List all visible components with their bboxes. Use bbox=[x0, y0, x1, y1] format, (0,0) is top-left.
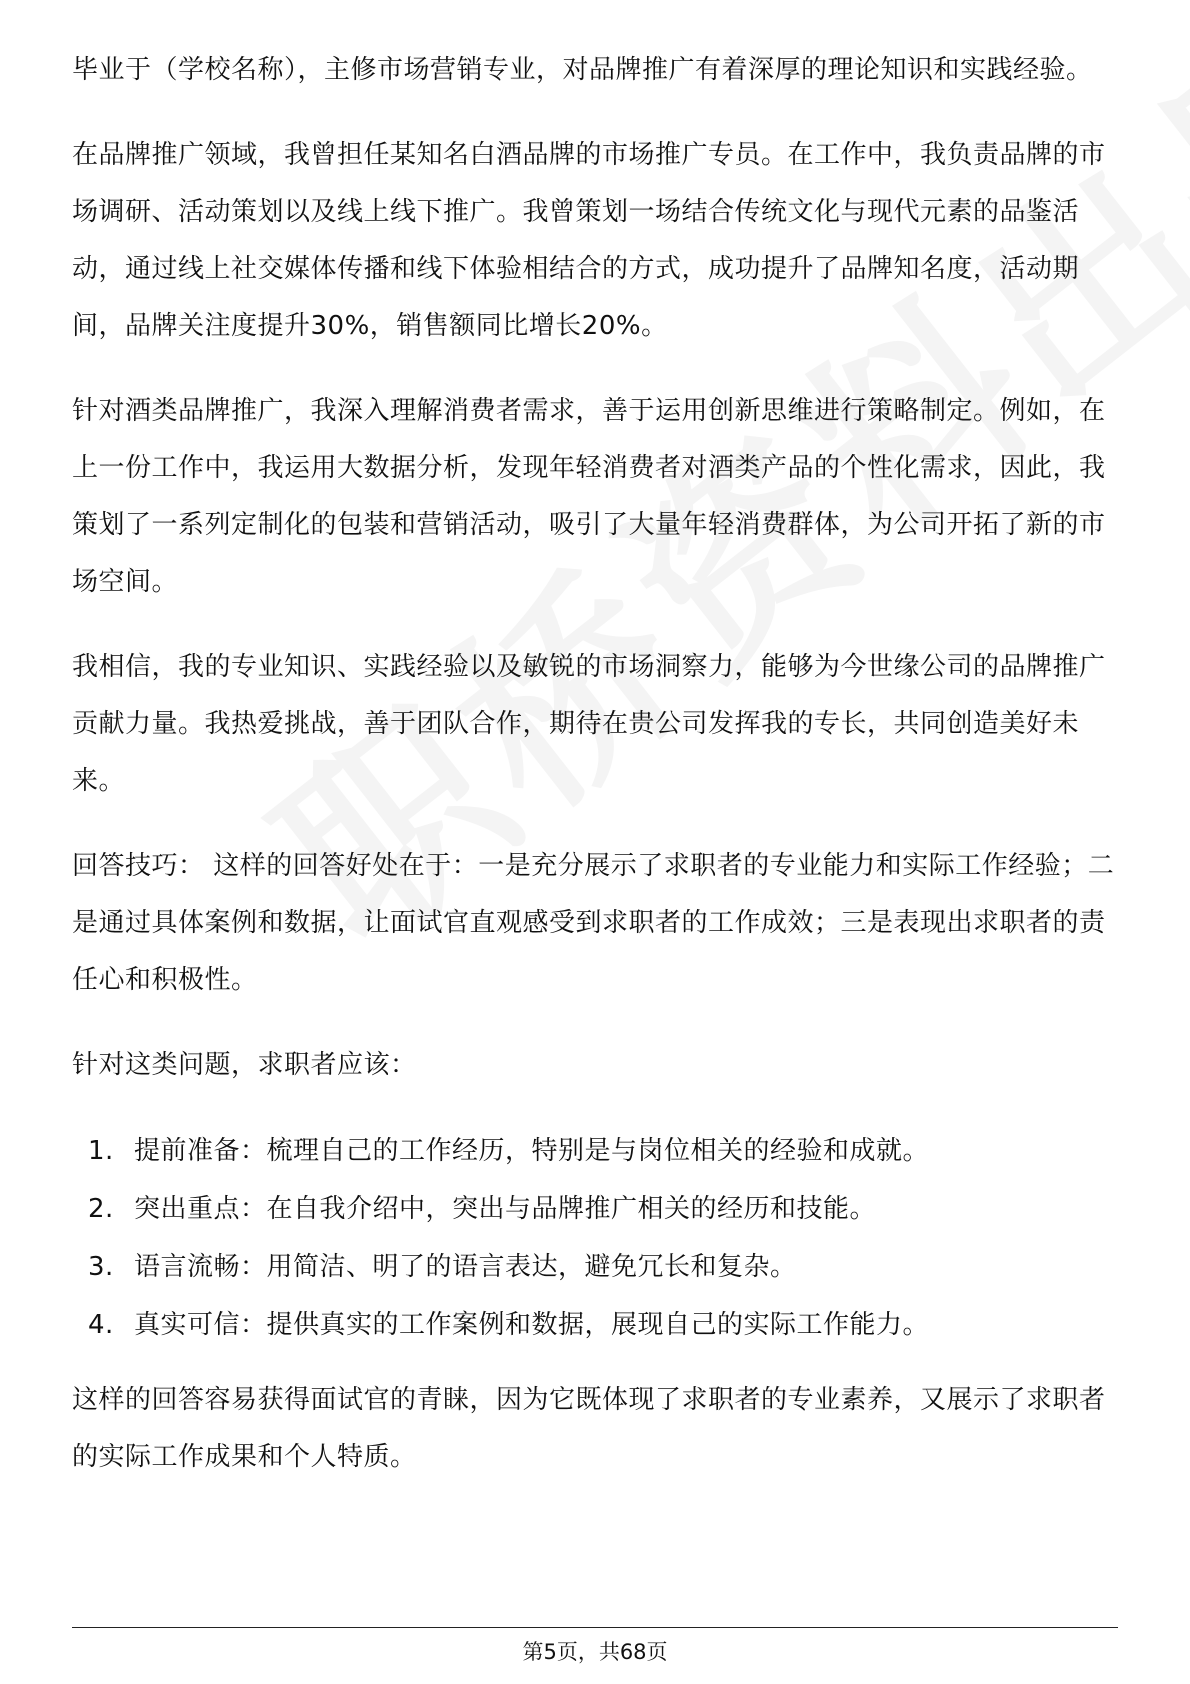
list-number: 3. bbox=[88, 1252, 114, 1282]
list-number: 4. bbox=[88, 1310, 114, 1340]
page-number: 第5页，共68页 bbox=[522, 1640, 668, 1664]
paragraph-answer-tips: 回答技巧： 这样的回答好处在于：一是充分展示了求职者的专业能力和实际工作经验；二是通过具体案例和数据，让面试官直观感受到求职者的工作成效；三是表现出求职者的责任心和积极性。 bbox=[72, 851, 1115, 995]
list-text: 真实可信：提供真实的工作案例和数据，展现自己的实际工作能力。 bbox=[134, 1310, 930, 1340]
list-item bbox=[72, 1180, 1130, 1238]
list-number: 2. bbox=[88, 1194, 114, 1224]
paragraph-conclusion: 我相信，我的专业知识、实践经验以及敏锐的市场洞察力，能够为今世缘公司的品牌推广贡献力量。我热爱挑战，善于团队合作，期待在贵公司发挥我的专长，共同创造美好未来。 bbox=[72, 652, 1106, 796]
paragraph-strategy: 针对酒类品牌推广，我深入理解消费者需求，善于运用创新思维进行策略制定。例如，在上一份工作中，我运用大数据分析，发现年轻消费者对酒类产品的个性化需求，因此，我策划了一系列定制化的包装和营销活动，吸引了大量年轻消费群体，为公司开拓了新的市场空间。 bbox=[72, 396, 1106, 597]
list-number: 1. bbox=[88, 1136, 114, 1166]
list-text: 突出重点：在自我介绍中，突出与品牌推广相关的经历和技能。 bbox=[134, 1194, 877, 1224]
list-item bbox=[72, 1238, 1130, 1296]
list-item bbox=[72, 1296, 1130, 1354]
list-item bbox=[72, 1122, 1130, 1180]
paragraph-advice-intro: 针对这类问题，求职者应该： bbox=[72, 1050, 417, 1080]
list-text: 提前准备：梳理自己的工作经历，特别是与岗位相关的经验和成就。 bbox=[134, 1136, 930, 1166]
advice-list bbox=[72, 1122, 1130, 1354]
paragraph-summary: 这样的回答容易获得面试官的青睐，因为它既体现了求职者的专业素养，又展示了求职者的实际工作成果和个人特质。 bbox=[72, 1385, 1106, 1472]
paragraph-education: 毕业于（学校名称），主修市场营销专业，对品牌推广有着深厚的理论知识和实践经验。 bbox=[72, 55, 1093, 85]
footer-divider bbox=[72, 1627, 1118, 1628]
list-text: 语言流畅：用简洁、明了的语言表达，避免冗长和复杂。 bbox=[134, 1252, 797, 1282]
paragraph-experience: 在品牌推广领域，我曾担任某知名白酒品牌的市场推广专员。在工作中，我负责品牌的市场调研、活动策划以及线上线下推广。我曾策划一场结合传统文化与现代元素的品鉴活动，通过线上社交媒体传播和线下体验相结合的方式，成功提升了品牌知名度，活动期间，品牌关注度提升30%，销售额同比增长20%。 bbox=[72, 140, 1106, 341]
document-body bbox=[72, 42, 1130, 1514]
